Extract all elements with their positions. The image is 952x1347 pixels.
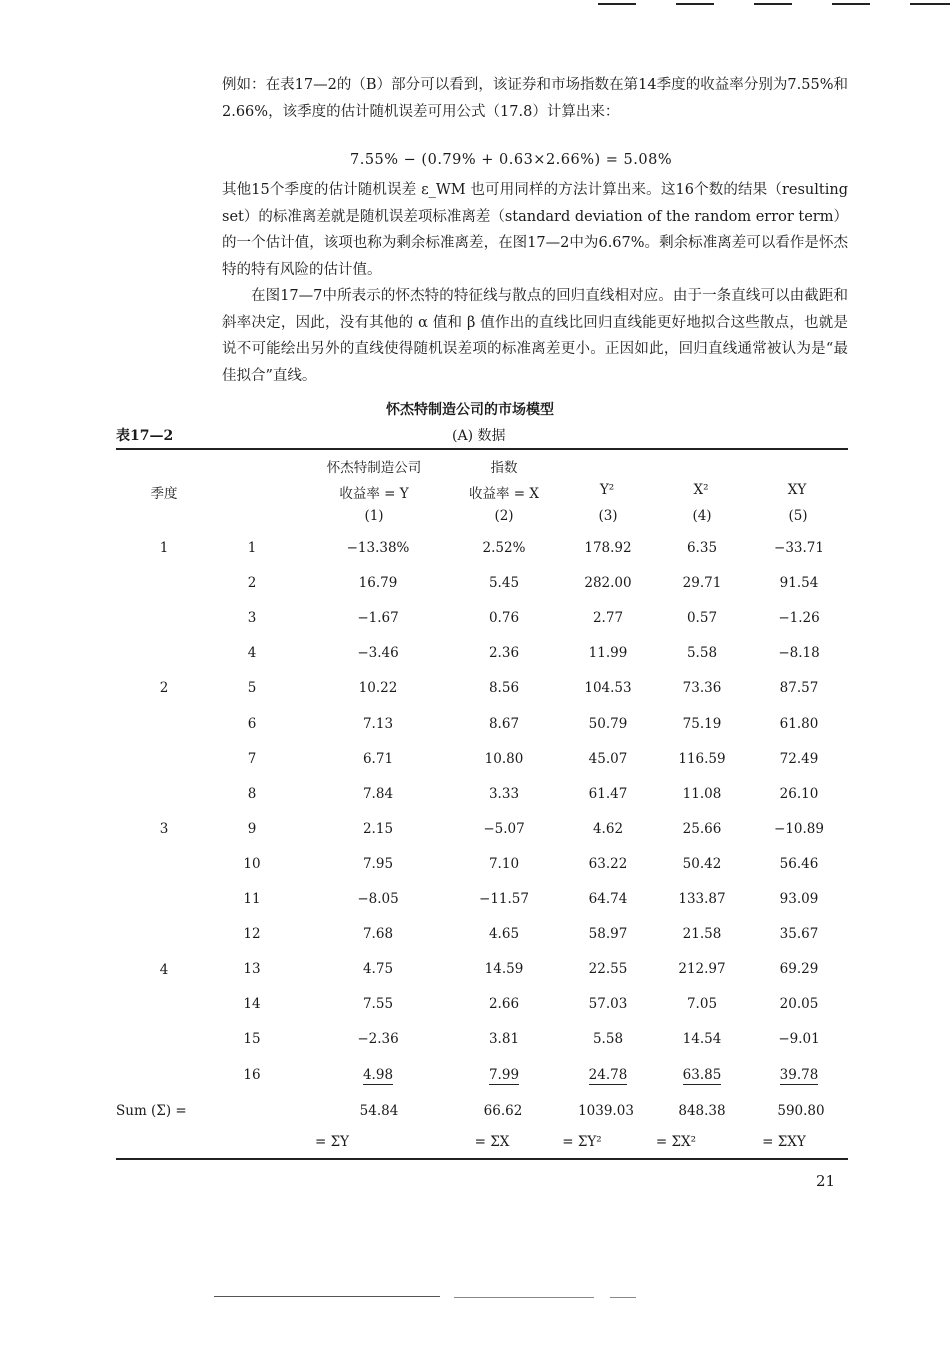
cell-x2-value: 63.85 bbox=[682, 1067, 722, 1083]
sum-xy: 590.80 bbox=[777, 1103, 825, 1119]
cell-y-value: 7.55 bbox=[362, 996, 394, 1012]
cell-y-value: 10.22 bbox=[358, 680, 398, 696]
header-x-line1: 指数 bbox=[490, 460, 518, 476]
cell-y-value: 7.68 bbox=[362, 926, 394, 942]
cell-y bbox=[330, 716, 426, 732]
cell-x bbox=[456, 961, 552, 977]
cell-y-value: −13.38% bbox=[346, 540, 410, 556]
sum-symbol-y: = ΣY bbox=[314, 1134, 350, 1150]
row-index bbox=[232, 1067, 272, 1083]
cell-xy bbox=[756, 891, 842, 907]
cell-x bbox=[456, 540, 552, 556]
header-rule bbox=[754, 3, 792, 5]
cell-x-value: 10.80 bbox=[484, 751, 524, 767]
cell-xy-value: −1.26 bbox=[778, 610, 820, 626]
cell-y bbox=[330, 961, 426, 977]
cell-x2-value: 11.08 bbox=[682, 786, 722, 802]
cell-x2 bbox=[662, 821, 742, 837]
cell-xy-value: −10.89 bbox=[774, 821, 824, 837]
cell-y2 bbox=[566, 645, 650, 661]
cell-y bbox=[330, 786, 426, 802]
cell-y bbox=[330, 1031, 426, 1047]
cell-y2-value: 58.97 bbox=[588, 926, 628, 942]
footer-rule bbox=[214, 1296, 440, 1297]
cell-y2-value: 11.99 bbox=[588, 645, 628, 661]
cell-xy bbox=[756, 540, 842, 556]
header-col-number: (2) bbox=[494, 508, 514, 524]
header-col-number: (3) bbox=[598, 508, 618, 524]
cell-x2-value: 75.19 bbox=[682, 716, 722, 732]
cell-x2 bbox=[662, 996, 742, 1012]
cell-x2 bbox=[662, 926, 742, 942]
cell-xy bbox=[756, 751, 842, 767]
cell-y-value: 4.98 bbox=[362, 1067, 394, 1083]
cell-y2-value: 64.74 bbox=[588, 891, 628, 907]
table-bottom-rule bbox=[116, 1158, 848, 1160]
cell-xy bbox=[756, 996, 842, 1012]
cell-y2 bbox=[566, 540, 650, 556]
cell-y bbox=[330, 926, 426, 942]
cell-y bbox=[330, 891, 426, 907]
cell-x2 bbox=[662, 645, 742, 661]
header-x-line2: 收益率 = X bbox=[468, 486, 539, 502]
cell-x bbox=[456, 891, 552, 907]
cell-y2-value: 61.47 bbox=[588, 786, 628, 802]
header-y-line1: 怀杰特制造公司 bbox=[326, 460, 422, 476]
cell-x2 bbox=[662, 716, 742, 732]
cell-x-value: 14.59 bbox=[484, 961, 524, 977]
cell-xy bbox=[756, 575, 842, 591]
cell-xy-value: −33.71 bbox=[774, 540, 824, 556]
cell-xy-value: 87.57 bbox=[779, 680, 819, 696]
row-index bbox=[232, 645, 272, 661]
cell-x bbox=[456, 680, 552, 696]
cell-y2-value: 24.78 bbox=[588, 1067, 628, 1083]
cell-y2 bbox=[566, 751, 650, 767]
cell-y2 bbox=[566, 680, 650, 696]
row-index-value: 2 bbox=[247, 575, 257, 591]
cell-y-value: −1.67 bbox=[357, 610, 399, 626]
cell-xy-value: 91.54 bbox=[779, 575, 819, 591]
header-xy: XY bbox=[787, 482, 807, 498]
cell-x2 bbox=[662, 961, 742, 977]
row-index-value: 14 bbox=[243, 996, 261, 1012]
row-index-value: 9 bbox=[247, 821, 257, 837]
cell-x bbox=[456, 821, 552, 837]
table-title: 怀杰特制造公司的市场模型 bbox=[386, 402, 554, 418]
cell-y2-value: 50.79 bbox=[588, 716, 628, 732]
cell-x bbox=[456, 1067, 552, 1083]
cell-x2-value: 73.36 bbox=[682, 680, 722, 696]
cell-x bbox=[456, 610, 552, 626]
cell-x2 bbox=[662, 575, 742, 591]
cell-y2 bbox=[566, 961, 650, 977]
cell-x2 bbox=[662, 856, 742, 872]
cell-x2-value: 25.66 bbox=[682, 821, 722, 837]
sum-y2: 1039.03 bbox=[578, 1103, 634, 1119]
cell-x bbox=[456, 716, 552, 732]
cell-xy bbox=[756, 926, 842, 942]
sum-symbol-x2: = ΣX² bbox=[655, 1134, 697, 1150]
row-index bbox=[232, 575, 272, 591]
cell-x2 bbox=[662, 891, 742, 907]
sum-symbol-y2: = ΣY² bbox=[562, 1134, 602, 1150]
cell-xy-value: 93.09 bbox=[779, 891, 819, 907]
row-index bbox=[232, 961, 272, 977]
page-number: 21 bbox=[816, 1172, 836, 1190]
cell-y2 bbox=[566, 996, 650, 1012]
cell-x-value: 3.81 bbox=[488, 1031, 520, 1047]
cell-y bbox=[330, 751, 426, 767]
cell-x2-value: 133.87 bbox=[678, 891, 726, 907]
cell-y bbox=[330, 856, 426, 872]
cell-x2 bbox=[662, 540, 742, 556]
header-rule bbox=[910, 3, 950, 5]
row-index bbox=[232, 856, 272, 872]
cell-x-value: −5.07 bbox=[483, 821, 525, 837]
row-index bbox=[232, 751, 272, 767]
cell-y-value: 7.13 bbox=[362, 716, 394, 732]
row-index-value: 15 bbox=[243, 1031, 261, 1047]
cell-y bbox=[330, 575, 426, 591]
cell-y2-value: 178.92 bbox=[584, 540, 632, 556]
cell-y2-value: 4.62 bbox=[592, 821, 624, 837]
cell-x2 bbox=[662, 610, 742, 626]
cell-y2 bbox=[566, 575, 650, 591]
cell-x-value: 5.45 bbox=[488, 575, 520, 591]
cell-y2-value: 2.77 bbox=[592, 610, 624, 626]
cell-xy-value: 69.29 bbox=[779, 961, 819, 977]
cell-xy bbox=[756, 716, 842, 732]
table-top-rule bbox=[116, 448, 848, 450]
header-quarter: 季度 bbox=[150, 486, 178, 502]
sum-x: 66.62 bbox=[483, 1103, 523, 1119]
cell-xy bbox=[756, 1067, 842, 1083]
cell-xy bbox=[756, 645, 842, 661]
cell-x2-value: 6.35 bbox=[686, 540, 718, 556]
cell-y bbox=[330, 610, 426, 626]
cell-x2 bbox=[662, 786, 742, 802]
cell-x2 bbox=[662, 1067, 742, 1083]
cell-xy bbox=[756, 961, 842, 977]
cell-y2-value: 57.03 bbox=[588, 996, 628, 1012]
row-index-value: 11 bbox=[243, 891, 261, 907]
cell-x-value: −11.57 bbox=[479, 891, 529, 907]
cell-y bbox=[330, 821, 426, 837]
cell-y-value: −2.36 bbox=[357, 1031, 399, 1047]
residual-formula: 7.55% − (0.79% + 0.63×2.66%) = 5.08% bbox=[350, 152, 673, 168]
row-index-value: 7 bbox=[247, 751, 257, 767]
cell-y2-value: 22.55 bbox=[588, 961, 628, 977]
footer-rule bbox=[454, 1297, 594, 1298]
cell-x-value: 2.66 bbox=[488, 996, 520, 1012]
cell-x2-value: 212.97 bbox=[678, 961, 726, 977]
cell-y bbox=[330, 645, 426, 661]
cell-y-value: 6.71 bbox=[362, 751, 394, 767]
header-col-number: (5) bbox=[788, 508, 808, 524]
sum-y: 54.84 bbox=[359, 1103, 399, 1119]
cell-x bbox=[456, 926, 552, 942]
cell-y-value: 2.15 bbox=[362, 821, 394, 837]
row-index bbox=[232, 786, 272, 802]
cell-y-value: −8.05 bbox=[357, 891, 399, 907]
row-index-value: 16 bbox=[243, 1067, 261, 1083]
cell-y-value: 7.84 bbox=[362, 786, 394, 802]
quarter-label: 1 bbox=[159, 540, 169, 556]
cell-x-value: 0.76 bbox=[488, 610, 520, 626]
header-rule bbox=[598, 3, 636, 5]
cell-xy-value: 61.80 bbox=[779, 716, 819, 732]
cell-xy-value: 20.05 bbox=[779, 996, 819, 1012]
row-index bbox=[232, 540, 272, 556]
cell-x bbox=[456, 751, 552, 767]
cell-xy bbox=[756, 1031, 842, 1047]
cell-xy-value: 56.46 bbox=[779, 856, 819, 872]
cell-y2 bbox=[566, 716, 650, 732]
sum-x2: 848.38 bbox=[678, 1103, 726, 1119]
cell-y2-value: 63.22 bbox=[588, 856, 628, 872]
cell-y-value: 16.79 bbox=[358, 575, 398, 591]
cell-x bbox=[456, 786, 552, 802]
cell-x-value: 4.65 bbox=[488, 926, 520, 942]
row-index-value: 1 bbox=[247, 540, 257, 556]
cell-x bbox=[456, 996, 552, 1012]
cell-x bbox=[456, 575, 552, 591]
cell-x2-value: 21.58 bbox=[682, 926, 722, 942]
row-index bbox=[232, 680, 272, 696]
cell-y bbox=[330, 540, 426, 556]
header-x2: X² bbox=[693, 482, 709, 498]
row-index bbox=[232, 610, 272, 626]
header-col-number: (4) bbox=[692, 508, 712, 524]
quarter-label: 3 bbox=[159, 821, 169, 837]
cell-x2-value: 14.54 bbox=[682, 1031, 722, 1047]
cell-y2 bbox=[566, 610, 650, 626]
row-index bbox=[232, 891, 272, 907]
sum-label: Sum (Σ) = bbox=[116, 1103, 187, 1119]
cell-y-value: 7.95 bbox=[362, 856, 394, 872]
cell-y2-value: 282.00 bbox=[584, 575, 632, 591]
cell-xy-value: −9.01 bbox=[778, 1031, 820, 1047]
header-y2: Y² bbox=[599, 482, 615, 498]
cell-x bbox=[456, 1031, 552, 1047]
header-col-number: (1) bbox=[364, 508, 384, 524]
cell-x-value: 2.52% bbox=[482, 540, 526, 556]
cell-xy-value: −8.18 bbox=[778, 645, 820, 661]
cell-x2-value: 50.42 bbox=[682, 856, 722, 872]
cell-y2 bbox=[566, 1067, 650, 1083]
row-index bbox=[232, 996, 272, 1012]
cell-x2-value: 7.05 bbox=[686, 996, 718, 1012]
cell-x-value: 7.99 bbox=[488, 1067, 520, 1083]
cell-xy bbox=[756, 856, 842, 872]
cell-y bbox=[330, 996, 426, 1012]
cell-y-value: 4.75 bbox=[362, 961, 394, 977]
cell-x-value: 3.33 bbox=[488, 786, 520, 802]
cell-xy-value: 26.10 bbox=[779, 786, 819, 802]
cell-xy-value: 39.78 bbox=[779, 1067, 819, 1083]
sum-symbol-xy: = ΣXY bbox=[762, 1134, 806, 1150]
cell-y2 bbox=[566, 891, 650, 907]
row-index bbox=[232, 926, 272, 942]
footer-rule bbox=[610, 1297, 636, 1298]
row-index bbox=[232, 716, 272, 732]
cell-xy-value: 72.49 bbox=[779, 751, 819, 767]
header-rule bbox=[676, 3, 714, 5]
cell-y2-value: 45.07 bbox=[588, 751, 628, 767]
table-id: 表17—2 bbox=[116, 428, 174, 444]
paragraph-example: 例如：在表17—2的（B）部分可以看到，该证券和市场指数在第14季度的收益率分别为7.55%和2.66%，该季度的估计随机误差可用公式（17.8）计算出来： bbox=[222, 77, 848, 120]
header-rule bbox=[832, 3, 870, 5]
paragraph-regression-line: 在图17—7中所表示的怀杰特的特征线与散点的回归直线相对应。由于一条直线可以由截距和斜率决定，因此，没有其他的 α 值和 β 值作出的直线比回归直线能更好地拟合这些散点，也就是说不可能绘出另外的直线使得随机误差项的标准离差更小。正因如此，回归直线通常被认为是“最佳拟合”直线。 bbox=[222, 288, 848, 384]
row-index-value: 8 bbox=[247, 786, 257, 802]
cell-xy bbox=[756, 821, 842, 837]
cell-xy bbox=[756, 610, 842, 626]
cell-y2-value: 104.53 bbox=[584, 680, 632, 696]
row-index-value: 10 bbox=[243, 856, 261, 872]
paragraph-residual-std: 其他15个季度的估计随机误差 ε_WM 也可用同样的方法计算出来。这16个数的结果（resulting set）的标准离差就是随机误差项标准离差（standard deviation of the random error term）的一个估计值，该项也称为剩余标准离差，在图17—2中为6.67%。剩余标准离差可以看作是怀杰特的特有风险的估计值。 bbox=[222, 182, 848, 278]
cell-x-value: 8.67 bbox=[488, 716, 520, 732]
cell-x2-value: 116.59 bbox=[678, 751, 726, 767]
cell-x bbox=[456, 645, 552, 661]
cell-x2-value: 5.58 bbox=[686, 645, 718, 661]
cell-xy-value: 35.67 bbox=[779, 926, 819, 942]
cell-y-value: −3.46 bbox=[357, 645, 399, 661]
row-index-value: 4 bbox=[247, 645, 257, 661]
cell-x2 bbox=[662, 680, 742, 696]
cell-x-value: 8.56 bbox=[488, 680, 520, 696]
row-index-value: 5 bbox=[247, 680, 257, 696]
row-index-value: 13 bbox=[243, 961, 261, 977]
cell-xy bbox=[756, 786, 842, 802]
quarter-label: 2 bbox=[159, 680, 169, 696]
row-index bbox=[232, 821, 272, 837]
cell-y2-value: 5.58 bbox=[592, 1031, 624, 1047]
header-y-line2: 收益率 = Y bbox=[339, 486, 409, 502]
cell-x2 bbox=[662, 1031, 742, 1047]
table-subtitle: (A) 数据 bbox=[452, 428, 506, 444]
cell-y2 bbox=[566, 1031, 650, 1047]
cell-y2 bbox=[566, 786, 650, 802]
cell-x-value: 7.10 bbox=[488, 856, 520, 872]
cell-x-value: 2.36 bbox=[488, 645, 520, 661]
cell-x2-value: 0.57 bbox=[686, 610, 718, 626]
cell-y bbox=[330, 680, 426, 696]
cell-y bbox=[330, 1067, 426, 1083]
cell-y2 bbox=[566, 926, 650, 942]
cell-x2 bbox=[662, 751, 742, 767]
cell-y2 bbox=[566, 856, 650, 872]
row-index-value: 12 bbox=[243, 926, 261, 942]
row-index-value: 3 bbox=[247, 610, 257, 626]
quarter-label: 4 bbox=[159, 962, 169, 978]
row-index bbox=[232, 1031, 272, 1047]
cell-x2-value: 29.71 bbox=[682, 575, 722, 591]
row-index-value: 6 bbox=[247, 716, 257, 732]
cell-x bbox=[456, 856, 552, 872]
sum-symbol-x: = ΣX bbox=[474, 1134, 510, 1150]
cell-y2 bbox=[566, 821, 650, 837]
cell-xy bbox=[756, 680, 842, 696]
